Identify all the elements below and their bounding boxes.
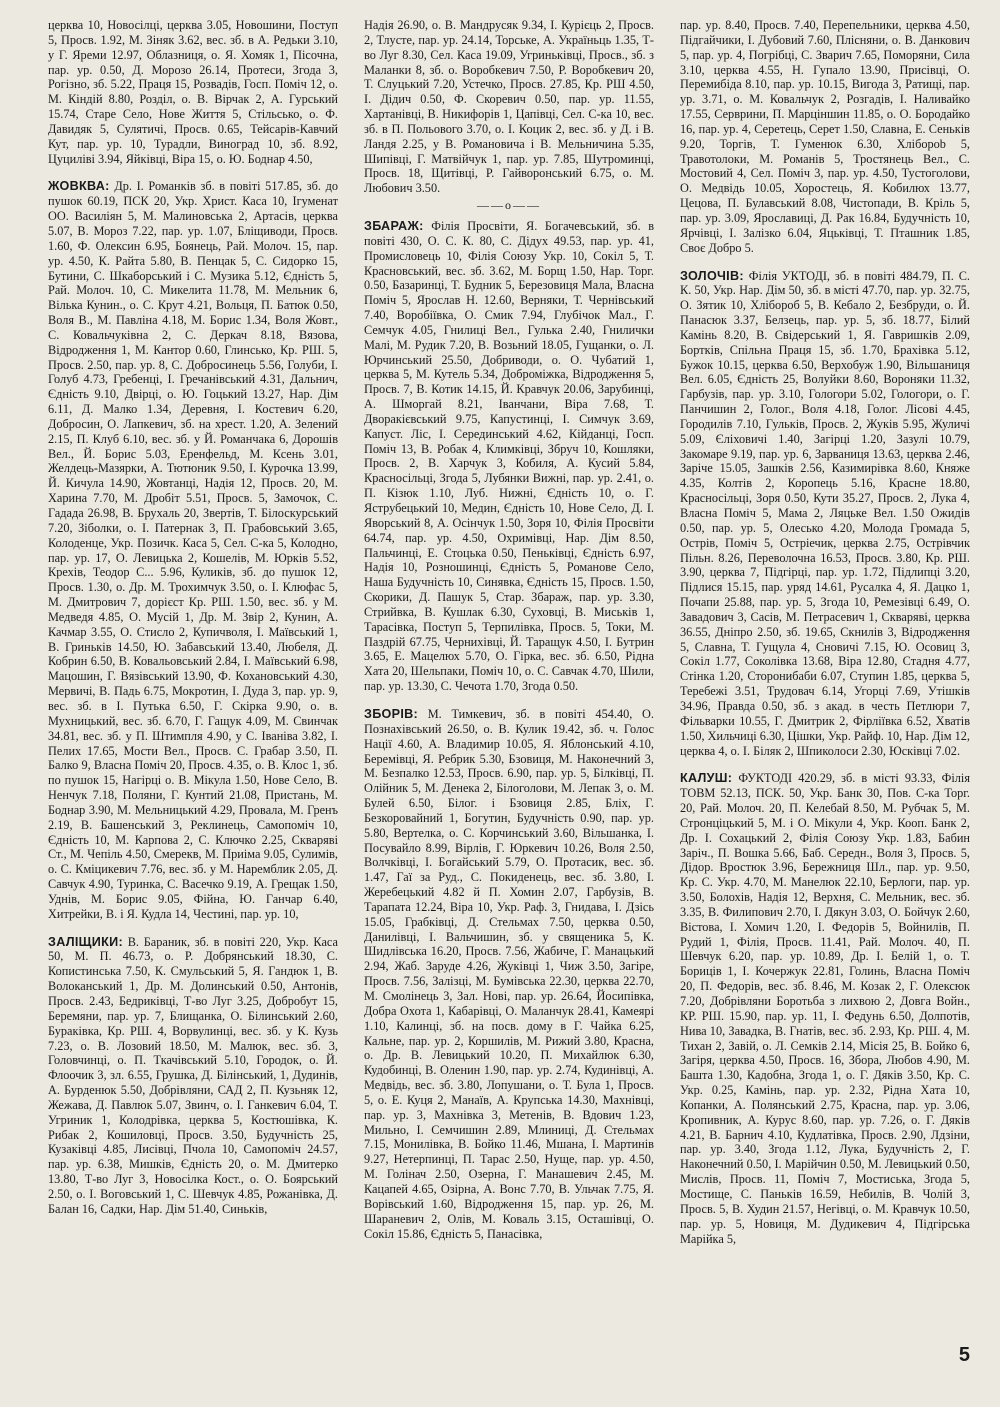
page-number: 5 [958, 1344, 970, 1366]
section-separator: ——о—— [477, 198, 541, 213]
section-zolochiv [680, 269, 970, 759]
section-zboriv [364, 707, 654, 1241]
section-heading: ЖОВКВА: [48, 179, 110, 194]
column-right [680, 18, 970, 1368]
section-text: Філія Просвіти, Я. Богачевський, зб. в повіті 430, О. С. К. 80, С. Дідух 49.53, пар. ур. 41, Промисловець 10, Філія Союзу Укр. 10, Сокіл 5, Т. Красновський, вес. зб. 3.62, М. Борщ 1.50, Нар. Торг. 0.50, Базаринці, Т. Будник 5, Березовиця Мала, Власна Поміч 5, Ярослав Н. 12.60, Верняки, Т. Чернівський 7.40, Воробіївка, О. Смик 7.94, Глубічок Мал., Г. Семчук 4.05, Гнилиці Вел., Гулька 2.40, Гнилички Малі, М. Рудик 7.20, В. Возьний 18.05, Гущанки, о. Л. Юрчинський 25.50, Добриводи, о. О. Чубатий 1, церква 5, М. Кутель 5.34, Доброміжка, Відродження 5, Просв. 7, В. Котик 14.15, Й. Кравчук 20.06, Зарубинці, А. Шморгай 8.21, Іванчани, Віра 7.68, Т. Дворакієвський 9.75, Капустинці, І. Симчук 3.69, Капуст. Ліс, І. Серединський 4.62, Кійданці, Госп. Поміч 13, В. Робак 4, Климківці, Збруч 10, Кошляки, Просв. 2, В. Харчук 3, Кобиля, А. Кусий 5.84, Красносільці, Згода 5, Лубянки Вижні, пар. ур. 2.41, о. П. Кізюк 1.10, Луб. Нижні, Єдність 10, о. Г. Яструбецький 10, Медин, Єдність 10, Нове Село, Д. І. Яворський 8, А. Осінчук 1.50, Зоря 10, Філія Просвіти 64.74, пар. ур. 4.50, Охримівці, Нар. Дім 8.50, Пальчинці, Е. Стоцька 0.50, Пеньківці, Єдність 6.97, Надія 10, Розношинці, Єдність 5, Романове Село, Наша Будучність 10, Синявка, Єдність 15, Просв. 1.50, Скорики, Д. Пашук 5, Стар. Збараж, пар. ур. 3.30, Стрийвка, В. Кушлак 6.30, Суховці, В. Миськів 1, Тарасівка, Поступ 5, Терпилівка, Просв. 5, Токи, М. Паздрій 67.75, Чернихівці, Й. Таращук 4.50, І. Бутрин 3.65, Е. Мацелюх 5.70, О. Гірка, вес. зб. 6.50, Рідна Хата 20, Шельпаки, Поміч 10, о. С. Савчак 4.70, Шили, пар. ур. 13.30, С. Чечота 1.70, Згода 0.50. [364, 218, 654, 694]
section-text: Філія УКТОДІ, зб. в повіті 484.79, П. С. К. 50, Укр. Нар. Дім 50, зб. в місті 47.70, пар. ур. 32.75, О. Зятик 10, Хлібороб 5, В. Кебало 2, Безбруди, о. Й. Панасюк 3.37, Белзець, пар. ур. 5, зб. 18.77, Білий Камінь 8.20, В. Свідерський 1, Я. Гавришків 2.09, Бортків, Спільна Праця 15, зб. 1.70, Брахівка 5.12, Бужок 10.15, церква 6.50, Верхобуж 1.90, Вільшаниця Вел. 6.05, Єдність 25, Волуйки 8.60, Вороняки 11.32, Гарбузів, пар. ур. 3.10, Гологори 5.02, Гологори, о. Г. Панчишин 2, Голог., Воля 4.18, Голог. Лісові 4.45, Городилів 7.10, Гульків, Просв. 2, Жуків 5.95, Жуличі 5.09, Єліховичі 1.40, Загірці 1.20, Зазулі 10.79, Закомаре 9.19, пар. ур. 6, Зарваниця 13.63, церква 2.46, Заріче 15.05, Зашків 2.56, Казимирівка 8.60, Княже 4.35, Колтів 2, Коропець 5.16, Красне 18.80, Красносільці, Зоря 0.50, Кути 35.27, Просв. 2, Лука 4, Власна Поміч 5, Мама 2, Ляцьке Вел. 1.50 Ожидів 0.50, пар. ур. 5, Олесько 4.20, Молода Громада 5, Острів, Поміч 5, Остріечик, церква 2.75, Острівчик Пільн. 8.26, Переволочна 16.53, Просв. 3.80, Кр. РШ. 3.90, церква 7, Підгірці, пар. ур. 1.72, Підлипці 3.20, Підлися 15.15, пар. уряд 14.61, Русалка 4, Я. Дацко 1, Почапи 25.88, пар. ур. 5, Згода 10, Ремезівці 6.49, О. Завадович 3, Сасів, М. Петрасевич 1, Скваряві, церква 36.55, Дніпро 2.50, зб. 19.65, Скнилів 3, Відродження 5, Славна, Т. Гущула 4, Сновичі 7.15, Ю. Осовиц 3, Сокіл 1.77, Соколівка 13.68, Віра 12.80, Стадня 4.77, Стінка 1.20, Сторонибаби 6.07, Ступин 1.85, церква 5, Теребежі 3.51, Трудовач 6.14, Угорці 7.69, Утішків 34.96, Правда 0.50, зб. з акад. в честь Петлюри 7, Фільварки 10.55, Г. Дмитрик 2, Фірліївка 6.52, Хватів 1.50, Хильчиці 6.30, Цішки, Укр. Райф. 10, Нар. Дім 12, церква 4, о. І. Біляк 2, Шпиколоси 2.30, Юсківці 7.02. [680, 268, 970, 758]
paragraph: церква 10, Новосілці, церква 3.05, Новошини, Поступ 5, Просв. 1.92, М. Зіняк 3.62, вес. зб. в А. Редьки 3.10, у Г. Яреми 12.97, Облазниця, о. Я. Хомяк 1, Пісочна, пар. ур. 0.50, Д. Морозо 26.14, Протеси, Згода 3, Рогізно, зб. 5.22, Праця 15, Розвадів, Госп. Поміч 12, о. М. Кіндій 8.80, Розділ, о. В. Вірчак 2, А. Гурський 15.74, Старе Село, Нове Життя 5, Стільсько, о. Ф. Давидяк 5, Сулятичі, Просв. 0.65, Тейсарів-Кавчий Кут, пар. ур. 10, Турадли, Виноград 10, зб. 8.92, Цуциліві 3.94, Яйківці, Віра 15, о. Ю. Боднар 4.50, [48, 18, 338, 166]
section-heading: ЗОЛОЧІВ: [680, 268, 744, 283]
section-zhovkva [48, 179, 338, 921]
paragraph: пар. ур. 8.40, Просв. 7.40, Перепельники, церква 4.50, Підгайчики, І. Дубовий 7.60, Плісняни, о. В. Данкович 5, пар. ур. 4, Погрібці, С. Зварич 7.65, Поморяни, Сила 3.10, церква 4.55, Н. Гупало 13.90, Присівці, О. Перемибіда 8.10, пар. ур. 10.15, Вигода 3, Ратищі, пар. ур. 3.71, о. М. Ковальчук 2, Розгадів, І. Наливайко 17.55, Серврини, П. Марціншин 11.85, о. О. Бородайко 16, пар. ур. 4, Серетець, Серет 1.50, Славна, Е. Сеньків 9.20, Торгів, Т. Гуменюк 6.30, Хліборob 5, Травотолоки, М. Романів 5, Тростянець Вел., С. Мостовий 4, Сел. Поміч 3, пар. ур. 4.50, Тустоголови, О. Медвідь 10.05, Хоростець, Я. Кобилюх 13.77, Цецова, П. Булавський 8.08, Чистопади, В. Кріль 5, пар. ур. 3.09, Ярославиці, Д. Рак 16.84, Будучність 10, Ярчівці, І. Залізко 6.04, Яцьківці, Т. Пташник 1.85, Своє Добро 5. [680, 18, 970, 255]
column-left [48, 18, 338, 1368]
section-kalush [680, 771, 970, 1246]
section-zbarazh [364, 219, 654, 694]
section-heading: ЗБАРАЖ: [364, 218, 424, 233]
section-heading: КАЛУШ: [680, 771, 733, 786]
section-zalishchyky [48, 935, 338, 1217]
text-columns [48, 18, 970, 1368]
section-heading: ЗАЛІЩИКИ: [48, 934, 123, 949]
section-text: ФУКТОДІ 420.29, зб. в місті 93.33, Філія ТОВМ 52.13, ПСК. 50, Укр. Банк 30, Пов. С-ка Торг. 20, Рай. Молоч. 20, П. Келебай 8.50, М. Рубчак 5, М. Стронціцький 5, М. і О. Мікули 4, Укр. Кооп. Банк 2, Др. І. Сохацький 2, Філія Союзу Укр. 1.83, Бабин Заріч., П. Вошка 5.66, Баб. Середн., Воля 3, Просв. 5, Дідор. Вростюк 3.96, Бережниця Шл., пар. ур. 9.50, Кр. С. Укр. 4.70, М. Манелюк 22.10, Берлоги, пар. ур. 3.50, Болохів, Надія 12, Верхня, С. Мельник, вес. зб. 3.35, В. Филипович 2.70, І. Дякун 3.03, О. Бойчук 2.60, Вістова, І. Хомич 1.20, І. Федорів 5, Войнилів, П. Рудий 1, Філія, Просв. 11.41, Рай. Молоч. 40, П. Шевчук 6.20, пар. ур. 10.89, Др. І. Белій 1, о. Т. Бориців 1, І. Кочержук 22.81, Голинь, Власна Поміч 20, П. Федорів, вес. зб. 8.46, М. Козак 2, Г. Олексюк 7.20, Добрівляни Боротьба з лихвою 2, Довга Войн., КР. РШ. 15.90, пар. ур. 11, І. Федунь 6.50, Долпотів, Нива 10, Завадка, В. Гнатів, вес. зб. 2.93, Кр. РШ. 4, М. Тихан 2, Завій, о. Л. Семків 2.14, Місія 25, В. Бойко 6, Загіря, церква 4.50, Просв. 16, Збора, Любов 4.90, М. Башта 1.30, Кадобна, Згода 1, о. Г. Дяків 3.50, Кр. С. Укр. 0.25, Камінь, пар. ур. 2.32, Рідна Хата 10, Копанки, А. Полянський 2.75, Красна, пар. ур. 3.06, Кропивник, А. Курус 8.60, пар. ур. 7.26, о. Г. Дяків 4.21, В. Барнич 4.10, Кудлатівка, Просв. 2.90, Лдзіни, пар. ур. 3.40, Згода 1.12, Лука, Будучність 2, Г. Наконечний 0.50, І. Марійчин 0.50, М. Левицький 0.50, Мислів, Просв. 11, Поміч 7, Мостиська, Згода 5, Мостище, С. Паньків 16.59, Небилів, В. Чолій 3, Просв. 5, В. Худин 21.57, Негівці, о. М. Кравчук 10.50, пар. ур. 5, Новиця, М. Дудикевич 4, Підгірська Марійка 5, [680, 771, 970, 1246]
column-middle [364, 18, 654, 1368]
section-text: В. Бараник, зб. в повіті 220, Укр. Каса 50, М. П. 46.73, о. Р. Добрянський 18.30, С. Копистинська 7.50, К. Смульський 5, Я. Гандюк 1, В. Волоканський 1, Др. М. Долинський 0.50, Антонів, Просв. 2.43, Бедриківці, Т-во Луг 3.25, Добробут 15, Беремяни, пар. ур. 7, Блищанка, О. Білинський 2.60, Бураківка, Кр. РШ. 4, Ворвулинці, вес. зб. у К. Кузь 7.23, о. В. Лозовий 18.50, М. Малюк, вес. зб. 3, Головчинці, о. П. Ткачівський 5.10, Городок, о. Й. Флоочик 3, зл. 6.55, Грушка, Д. Білінський, 1, Дудинів, А. Бурденюк 5.50, Добрівляни, САД 2, П. Кузьняк 12, Жежава, Д. Павлюк 5.07, Звинч, о. І. Ганкевич 6.04, Т. Угриник 1, Колодрівка, церква 5, Костюшівка, К. Рибак 2, Кошиловці, Просв. 3.50, Будучність 25, Кузаківці 4.85, Лисівці, Пчола 10, Самопоміч 24.57, пар. ур. 6.38, Мишків, Єдність 20, о. М. Дмитерко 13.80, Т-во Луг 3, Новосілка Кост., о. О. Боярський 2.50, о. І. Воговський 1, С. Шевчук 4.85, Рожанівка, Д. Балан 16, Садки, Нар. Дім 51.40, Синьків, [48, 934, 338, 1216]
section-heading: ЗБОРІВ: [364, 706, 419, 721]
section-text: М. Тимкевич, зб. в повіті 454.40, О. Познахівський 26.50, о. В. Кулик 19.42, зб. ч. Голос Нації 4.60, А. Владимир 10.05, Я. Яблонський 4.10, Беремівці, Я. Ребрик 5.30, Бзовиця, М. Наконечний 3, М. Безпалко 12.53, Просв. 6.90, пар. ур. 5, Білківці, П. Олійник 5, М. Денека 2, Білоголови, М. Лепак 3, о. М. Булей 6.50, Білог. і Бзовиця 2.85, Бліх, Г. Безкоровайний 1, Богутин, Будучність 0.90, пар. ур. 5.80, Вертелка, о. С. Корчинський 3.60, Вільшанка, І. Посувайло 8.99, Вірлів, Г. Юркевич 10.26, Воля 2.50, Волчківці, І. Богайський 5.79, О. Протасик, вес. зб. 1.47, Гаї за Руд., С. Покиденець, вес. зб. 3.80, І. Жеребецький 4.82 й П. Хомин 2.07, Гарбузів, В. Тарапата 12.24, Віра 10, Укр. Раф. 3, Гнидава, І. Дзісь 15.05, Грабківці, Д. Стельмах 7.50, церква 0.50, Данилівці, І. Вальчишин, зб. у священика 5, К. Шидлівська 16.20, Просв. 7.56, Жабиче, Г. Манацький 2.94, Жаб. Заруде 4.26, Жуківці 1, Чиж 3.50, Загіре, Просв. 7.56, Залізці, М. Бумівська 22.30, церква 22.70, М. Смолінець 3, Зал. Нові, пар. ур. 26.64, Йосипівка, Добра Охота 1, Кабарівці, О. Маланчук 28.41, Камеярі 1.10, Калинці, зб. на посв. дому в Г. Чайка 6.25, Кальне, пар. ур. 2, Коршилів, М. Рижий 3.80, Красна, о. Др. В. Левицький 10.20, П. Михайлюк 6.30, Кудобинці, В. Оленин 1.90, пар. ур. 2.74, Кудинівці, А. Медвідь, вес. зб. 3.80, Лопушани, о. Т. Була 1, Просв. 5, о. Е. Куця 2, Манаїв, А. Крупська 14.30, Махнівці, пар. ур. 3, Махнівка 3, Метенів, В. Вдович 1.23, Мильно, І. Семчишин 2.89, Млиниці, Д. Стельмах 7.15, Монилівка, В. Бойко 11.46, Мшана, І. Мартинів 9.27, Нетерпинці, П. Тарас 2.50, Нуще, пар. ур. 4.50, М. Голінач 2.50, Озерна, Г. Манашевич 2.45, М. Кацапей 4.65, Озірна, А. Вонс 7.70, В. Ульчак 7.75, Я. Ворівський 1.60, Відродження 15, пар. ур. 26, М. Шараневич 2, Олів, М. Коваль 3.15, Осташівці, О. Сокіл 15.86, Єдність 5, Панасівка, [364, 706, 654, 1241]
paragraph: Надія 26.90, о. В. Мандрусяк 9.34, І. Курієць 2, Просв. 2, Тлусте, пар. ур. 24.14, Торське, А. Україньць 1.35, Т-во Луг 8.30, Сел. Каса 19.09, Угриньківці, Просв., зб. з Маланки 8, зб. о. Воробкевич 7.50, Р. Воробкевич 20, Т. Слуцький 7.20, Устечко, Просв. 27.85, Кр. РШ 4.50, І. Дідич 0.50, Ф. Скоревич 0.50, пар. ур. 11.55, Хартанівці, В. Никифорів 1, Цапівці, Сел. С-ка 10, вес. зб. в П. Польового 3.70, о. І. Коцик 2, вес. зб. у Д. і В. Ландя 2.25, у В. Романовича і В. Мельничина 5.35, Шипівці, Г. Матвійчук 1, пар. ур. 7.85, Шутроминці, Просв. 18, Щитівці, Р. Гайворонський 6.75, о. М. Любович 3.50. [364, 18, 654, 196]
section-text: Др. І. Романків зб. в повіті 517.85, зб. до пушок 60.19, ПСК 20, Укр. Христ. Каса 10, Ігуменат ОО. Василіян 5, М. Малиновська 2, Артасів, церква 5.07, В. Мороз 7.22, пар. ур. 1.07, Бліщиводи, Просв. 1.60, Ф. Олексин 6.95, Боянець, Рай. Молоч. 15, пар. ур. 4.50, К. Райта 5.80, В. Пенцак 5, С. Сидорко 15, Бутини, С. Шкаборський і С. Музика 5.12, Єдність 5, Рай. Молоч. 10, С. Микелита 11.78, М. Мельник 6, Вілька Кунин., о. С. Крут 4.21, Вольця, П. Батюк 0.50, Воля В., М. Павліна 4.18, М. Борис 1.34, Воля Жовт., С. Ковальчуківна 2, С. Деркач 8.18, Вязова, Відродження 1, М. Кантор 0.60, Глинсько, Кр. РШ. 5, Просв. 2.50, пар. ур. 8, С. Добросинець 5.56, Голуби, І. Голуб 4.73, Гребенці, І. Гречанівський 4.31, Дальнич, Єдність 9.10, Двірці, о. Ю. Гоцький 13.27, Нар. Дім 6.11, Д. Малко 1.34, Деревня, І. Костевич 6.20, Добросин, О. Лапкевич, зб. на хрест. 1.20, А. Зелений 2.15, П. Клуб 6.10, вес. зб. у Й. Романчака 6, Дорошів Вел., Й. Борис 5.03, Еренфельд, М. Ксень 3.01, Желдець-Мазярки, А. Тютюник 9.50, І. Курочка 13.99, Й. Кичула 14.90, Жовтанці, Надія 12, Просв. 20, М. Харина 7.70, М. Дробіт 5.51, Просв. 5, Замочок, С. Гадада 26.98, В. Брухаль 20, Звертів, Т. Білоскурський 7.20, Зіболки, о. І. Патернак 3, П. Грабовський 3.65, Колоденце, Укр. Позичк. Каса 5, Сел. С-ка 5, Колодно, пар. ур. 17, О. Левицька 2, Кошелів, М. Юрків 5.52, Крехів, Теодор С... 5.96, Куликів, зб. до пушок 12, Просв. 1.30, о. Др. М. Трохимчук 3.50, о. І. Клюфас 5, М. Дмитрович 7, дорієст Кр. РШ. 1.50, вес. зб. у М. Медведя 4.85, О. Мусій 1, Др. М. Звір 2, Кунин, А. Качмар 3.55, О. Стисло 2, Купичволя, І. Маївський 1, В. Гриньків 14.50, Ю. Забавський 13.40, Любеля, Д. Кобрин 6.50, В. Ковальовський 2.84, І. Маївський 6.98, Мацошин, Г. Вязівський 13.90, Ф. Кохановський 4.30, Мервичі, В. Падь 6.75, Мокротин, І. Дуда 3, пар. ур. 9, вес. зб. в І. Путька 6.50, Г. Скірка 9.90, о. в. Мухницький, вес. зб. 6.70, Г. Гащук 4.09, М. Свинчак 34.81, вес. зб. у П. Штимпля 4.90, у С. Іваніва 3.82, І. Пелих 17.65, Мости Вел., Просв. С. Грабар 3.50, П. Балко 9, Власна Поміч 20, Просв. 4.35, о. В. Клос 1, зб. по пушок 15, Нагірці о. В. Мікула 1.50, Нове Село, В. Ненчук 7.18, Поляни, Г. Кунтий 21.08, Пристань, М. Боднар 3.90, М. Мельницький 4.29, Провала, М. Гренъ 2.19, В. Башенський 3, Реклинець, Самопоміч 10, Єдність 10, М. Карпова 2, С. Ключко 2.25, Скваряві Ст., М. Чепіль 4.50, Смерекв, М. Приіма 9.05, Сулимів, о. С. Кміцикевич 7.76, вес. зб. у М. Наремблик 2.05, Д. Савчук 4.90, Туринка, С. Васечко 9.19, А. Грещак 1.50, Уднів, М. Борис 9.05, Фійна, Ю. Ганчар 6.40, Хитрейки, В. і Я. Кудла 14, Честині, пар. ур. 10, [48, 179, 338, 921]
